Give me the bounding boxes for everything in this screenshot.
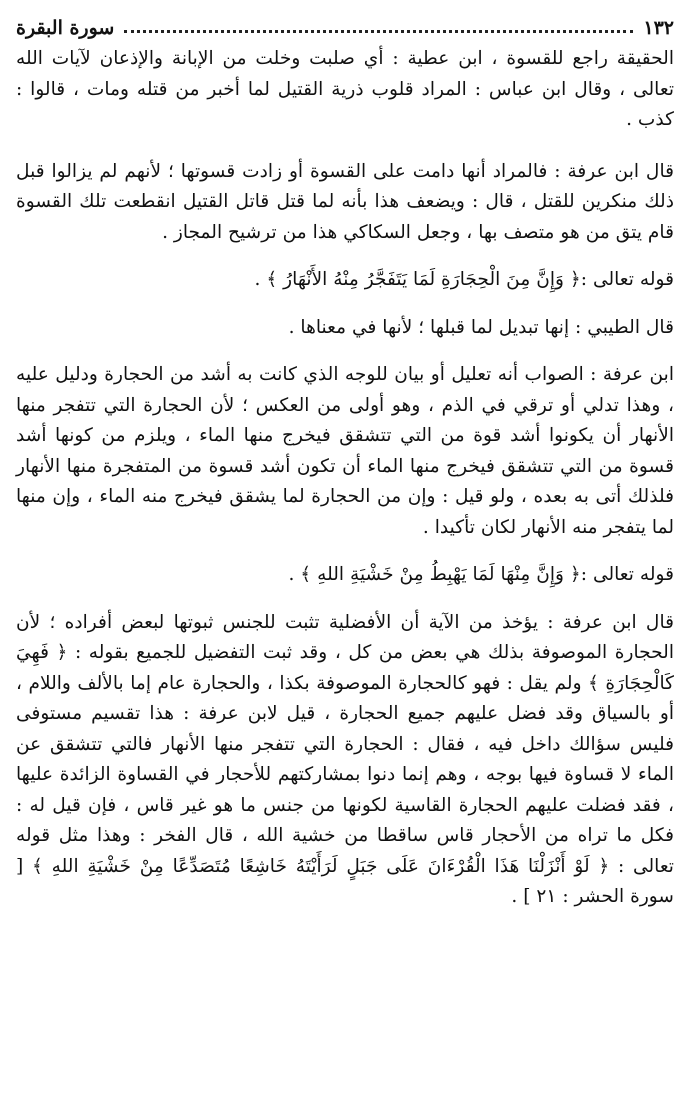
page-header <box>16 10 674 40</box>
paragraph-1: الحقيقة راجع للقسوة ، ابن عطية : أي صلبت وخلت من الإبانة والإذعان لآيات الله تعالى ، وقال ابن عباس : المراد قلوب ذرية القتيل لما أخبر من قتله ومات ، قالوا : كذب . <box>16 48 674 130</box>
paragraph-2: قال ابن عرفة : فالمراد أنها دامت على القسوة أو زادت قسوتها ؛ لأنهم لم يزالوا قبل ذلك منكرين للقتل ، قال : ويضعف هذا بأنه لما قتل قاتل القتيل انقطعت تلك القسوة قام يتق من هو متصف بها ، وجعل السكاكي هذا من ترشيح المجاز . <box>16 160 674 243</box>
paragraph-4: ابن عرفة : الصواب أنه تعليل أو بيان للوجه الذي كانت به أشد من الحجارة ودليل عليه ، وهذا تدلي أو ترقي في الذم ، وهو أولى من العكس ؛ لأن الحجارة التي تتفجر منها الأنهار أن يكونوا أشد قوة من التي تتشقق فيخرج منها الماء ، ويلزم من كونها أشد قسوة من التي تتشقق فيخرج منها الماء أن تكون أشد قسوة من المتفجرة منها الأنهار فلذلك أتى به بعده ، ولو قيل : وإن من الحجارة لما يشقق فيخرج منه الماء ، وإن منها لما يتفجر منه الأنهار لكان تأكيدا . <box>16 364 674 538</box>
page-number: ١٣٢ <box>643 17 674 39</box>
verse-heading-1: قوله تعالى :﴿ وَإِنَّ مِنَ الْحِجَارَةِ لَمَا يَتَفَجَّرُ مِنْهُ الأَنْهَارُ ﴾ . <box>254 269 674 290</box>
page-body <box>16 44 674 913</box>
surah-title: سورة البقرة <box>16 17 115 39</box>
paragraph-5: قال ابن عرفة : يؤخذ من الآية أن الأفضلية تثبت للجنس ثبوتها لبعض أفراده ؛ لأن الحجارة الموصوفة بذلك هي بعض من كل ، وقد ثبت التفضيل للجميع بقوله : ﴿ فَهِيَ كَالْحِجَارَةِ ﴾ ولم يقل : فهو كالحجارة الموصوفة بكذا ، والحجارة عام إما بالألف واللام ، أو بالسياق وقد فضل عليهم جميع الحجارة ، قيل لابن عرفة : هذا تقسيم مستوفى فليس سؤالك داخل فيه ، فقال : الحجارة التي تتفجر منها الأنهار فالتي تتشقق عن الماء لا قساوة فيها بوجه ، وهم إنما دنوا بمشاركتهم للأحجار في القساوة الزائدة عليها ، فقد فضلت عليهم الحجارة القاسية لكونها من جنس ما هو غير قاس ، فإن قيل له : فكل ما تراه من الأحجار قاس ساقطا من خشية الله ، قال الفخر : وهذا مثل قوله تعالى : ﴿ لَوْ أَنْزَلْنَا هَذَا الْقُرْءَانَ عَلَى جَبَلٍ لَرَأَيْتَهُ خَاشِعًا مُتَصَدِّعًا مِنْ خَشْيَةِ اللهِ ﴾ [ سورة الحشر : ٢١ ] . <box>16 611 674 907</box>
header-dotted-divider <box>124 30 633 33</box>
verse-heading-2: قوله تعالى :﴿ وَإِنَّ مِنْهَا لَمَا يَهْبِطُ مِنْ خَشْيَةِ اللهِ ﴾ . <box>288 564 674 585</box>
paragraph-3: قال الطيبي : إنها تبديل لما قبلها ؛ لأنها في معناها . <box>288 316 674 338</box>
